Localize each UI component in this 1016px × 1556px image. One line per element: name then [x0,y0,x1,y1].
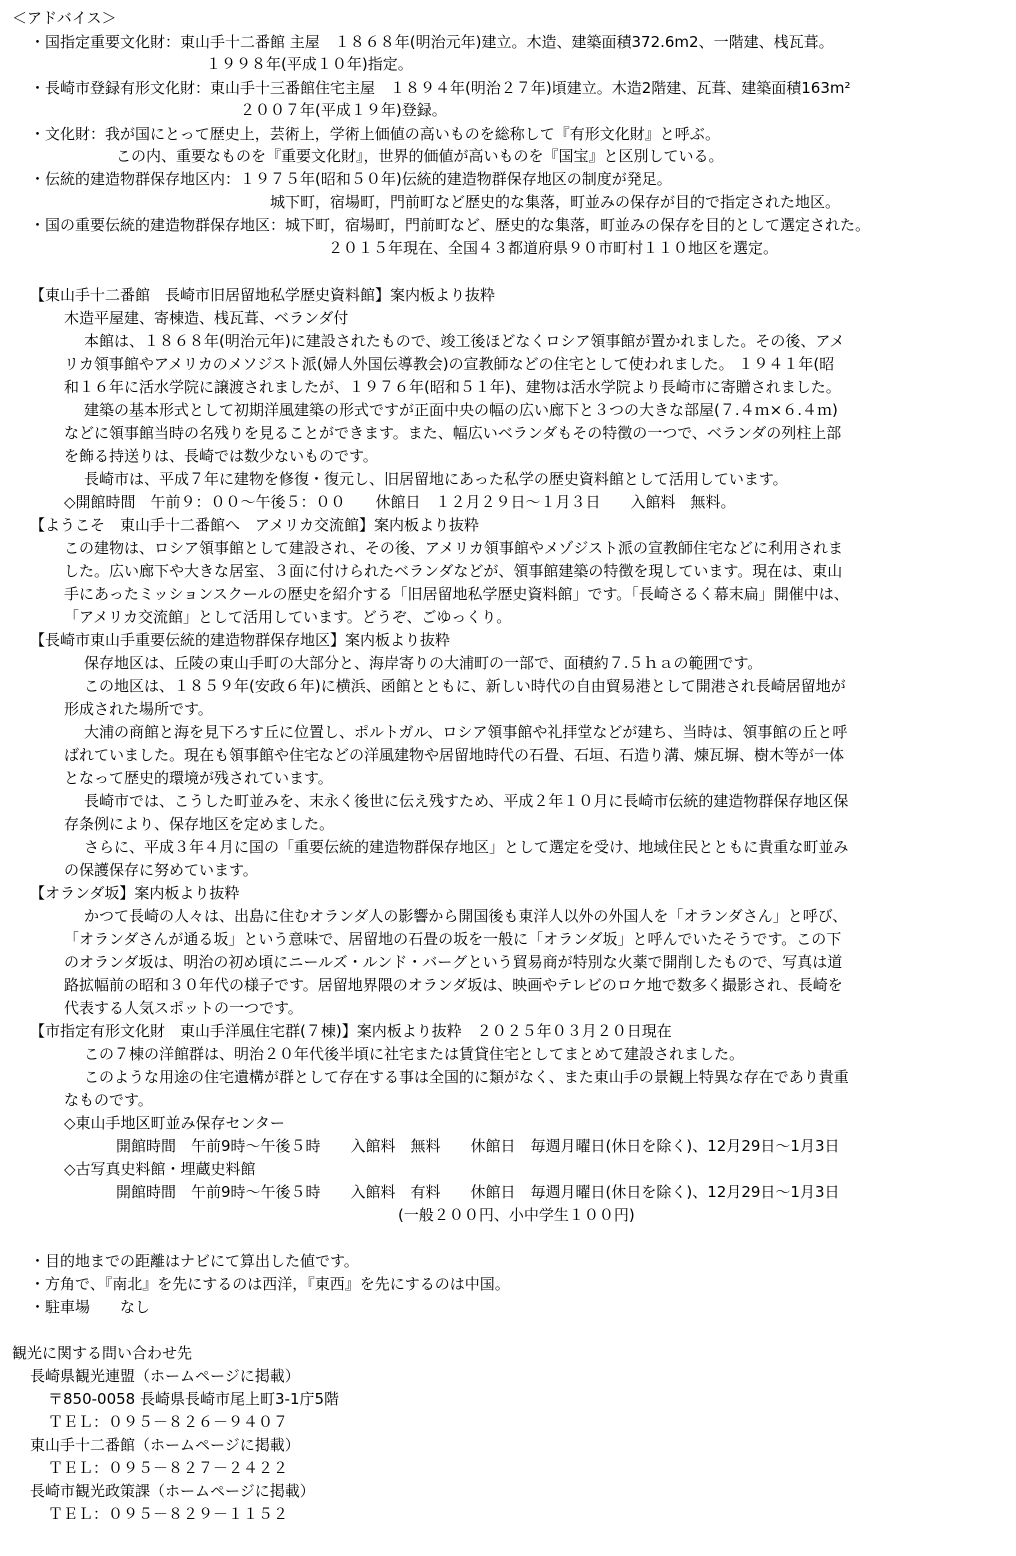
text-line: 本館は、１８６８年(明治元年)に建設されたもので、竣工後ほどなくロシア領事館が置かれました。その後、アメ [84,332,845,350]
text-line: ・長崎市登録有形文化財：東山手十三番館住宅主屋 １８９４年(明治２７年)頃建立。木造2階建、瓦葺、建築面積163m² [30,79,851,97]
text-line: なものです。 [64,1091,153,1109]
text-line: さらに、平成３年４月に国の「重要伝統的建造物群保存地区」として選定を受け、地域住民とともに貴重な町並み [84,838,849,856]
text-line: 路拡幅前の昭和３０年代の様子です。居留地界隈のオランダ坂は、映画やテレビのロケ地で数多く撮影され、長崎を [64,976,843,994]
text-line: 〒850-0058 長崎県長崎市尾上町3-1庁5階 [48,1390,340,1408]
text-line: 【オランダ坂】案内板より抜粋 [30,884,240,902]
text-line: 手にあったミッションスクールの歴史を紹介する「旧居留地私学歴史資料館」です。「長崎さるく幕末扁」開催中は、 [64,585,849,603]
text-line: この地区は、１８５９年(安政６年)に横浜、函館とともに、新しい時代の自由貿易港として開港され長崎居留地が [84,677,846,695]
text-line: １９９８年(平成１０年)指定。 [206,55,413,73]
text-line: 【長崎市東山手重要伝統的建造物群保存地区】案内板より抜粋 [30,631,451,649]
text-line: ＴＥＬ：０９５－８２７－２４２２ [48,1459,289,1477]
text-line: この７棟の洋館群は、明治２０年代後半頃に社宅または賃貸住宅としてまとめて建設されました。 [84,1045,745,1063]
text-line: ２０１５年現在、全国４３都道府県９０市町村１１０地区を選定。 [328,239,779,257]
text-line: ・駐車場 なし [30,1298,151,1316]
text-line: 長崎市は、平成７年に建物を修復・復元し、旧居留地にあった私学の歴史資料館として活用しています。 [84,470,788,488]
text-line: 大浦の商館と海を見下ろす丘に位置し、ポルトガル、ロシア領事館や礼拝堂などが建ち、当時は、領事館の丘と呼 [84,723,848,741]
text-line: 形成された場所です。 [64,700,213,718]
text-line: 和１６年に活水学院に譲渡されましたが、１９７６年(昭和５１年)、建物は活水学院より長崎市に寄贈されました。 [64,378,841,396]
text-line: ◇開館時間 午前９：００～午後５：００ 休館日 １２月２９日～１月３日 入館料 無料。 [64,493,736,511]
text-line: かつて長崎の人々は、出島に住むオランダ人の影響から開国後も東洋人以外の外国人を「オランダさん」と呼び、 [84,907,848,925]
text-line: 城下町，宿場町，門前町など歴史的な集落，町並みの保存が目的で指定された地区。 [270,193,841,211]
text-line: 存条例により、保存地区を定めました。 [64,815,335,833]
text-line: ◇東山手地区町並み保存センター [64,1114,285,1132]
text-line: 【ようこそ 東山手十二番館へ アメリカ交流館】案内板より抜粋 [30,516,479,534]
text-line: した。広い廊下や大きな居室、３面に付けられたベランダなどが、領事館建築の特徴を現しています。現在は、東山 [64,562,843,580]
text-line: ＜アドバイス＞ [12,9,117,27]
text-line: 開館時間 午前9時～午後５時 入館料 無料 休館日 毎週月曜日(休日を除く)、12月29日～1月3日 [116,1137,840,1155]
text-line: 開館時間 午前9時～午後５時 入館料 有料 休館日 毎週月曜日(休日を除く)、12月29日～1月3日 [116,1183,840,1201]
text-line: このような用途の住宅遺構が群として存在する事は全国的に類がなく、また東山手の景観上特異な存在であり貴重 [84,1068,849,1086]
text-line: この内、重要なものを『重要文化財』，世界的価値が高いものを『国宝』と区別している。 [116,147,724,165]
text-line: 長崎県観光連盟（ホームページに掲載） [30,1367,300,1385]
text-line: ・方角で、『南北』を先にするのは西洋，『東西』を先にするのは中国。 [30,1275,510,1293]
text-line: 建築の基本形式として初期洋風建築の形式ですが正面中央の幅の広い廊下と３つの大きな部屋(７.４ｍ×６.４ｍ) [84,401,838,419]
text-line: 代表する人気スポットの一つです。 [64,999,303,1017]
text-line: などに領事館当時の名残りを見ることができます。また、幅広いベランダもその特徴の一つで、ベランダの列柱上部 [64,424,842,442]
text-line: ・文化財：我が国にとって歴史上，芸術上，学術上価値の高いものを総称して『有形文化財』と呼ぶ。 [30,125,721,143]
text-line: ２００７年(平成１９年)登録。 [240,101,447,119]
text-line: ・目的地までの距離はナビにて算出した値です。 [30,1252,359,1270]
text-line: ・国指定重要文化財：東山手十二番館 主屋 １８６８年(明治元年)建立。木造、建築面積372.6m2、一階建、桟瓦葺。 [30,33,834,51]
text-line: 保存地区は、丘陵の東山手町の大部分と、海岸寄りの大浦町の一部で、面積約７.５ｈａの範囲です。 [84,654,763,672]
text-line: 【市指定有形文化財 東山手洋風住宅群(７棟)】案内板より抜粋 ２０２５年０３月２０日現在 [30,1022,672,1040]
text-line: ◇古写真史料館・埋蔵史料館 [64,1160,256,1178]
text-line: ＴＥＬ：０９５－８２９－１１５２ [48,1505,289,1523]
text-line: を飾る持送りは、長崎では数少ないものです。 [64,447,378,465]
text-line: この建物は、ロシア領事館として建設され、その後、アメリカ領事館やメゾジスト派の宣教師住宅などに利用されま [64,539,843,557]
text-line: 長崎市観光政策課（ホームページに掲載） [30,1482,315,1500]
text-line: (一般２００円、小中学生１００円) [398,1206,635,1224]
text-line: ・伝統的建造物群保存地区内：１９７５年(昭和５０年)伝統的建造物群保存地区の制度が発足。 [30,170,672,188]
text-line: 長崎市では、こうした町並みを、末永く後世に伝え残すため、平成２年１０月に長崎市伝統的建造物群保存地区保 [84,792,849,810]
text-line: となって歴史的環境が残されています。 [64,769,333,787]
text-line: ばれていました。現在も領事館や住宅などの洋風建物や居留地時代の石畳、石垣、石造り溝、煉瓦塀、樹木等が一体 [64,746,845,764]
text-line: 【東山手十二番館 長崎市旧居留地私学歴史資料館】案内板より抜粋 [30,286,496,304]
text-line: のオランダ坂は、明治の初め頃にニールズ・ルンド・バーグという貿易商が特別な火薬で開削したもので、写真は道 [64,953,843,971]
text-line: 観光に関する問い合わせ先 [12,1344,193,1362]
text-line: 「アメリカ交流館」として活用しています。どうぞ、ごゆっくり。 [64,608,512,626]
text-line: ＴＥＬ：０９５－８２６－９４０７ [48,1413,289,1431]
text-line: 東山手十二番館（ホームページに掲載） [30,1436,300,1454]
text-line: の保護保存に努めています。 [64,861,258,879]
text-line: 木造平屋建、寄棟造、桟瓦葺、ベランダ付 [64,309,349,327]
text-line: ・国の重要伝統的建造物群保存地区：城下町，宿場町，門前町など、歴史的な集落，町並みの保存を目的として選定された。 [30,216,871,234]
text-line: 「オランダさんが通る坂」という意味で、居留地の石畳の坂を一般に「オランダ坂」と呼んでいたそうです。この下 [64,930,842,948]
text-line: リカ領事館やアメリカのメソジスト派(婦人外国伝導教会)の宣教師などの住宅として使われました。 １９４１年(昭 [64,355,835,373]
